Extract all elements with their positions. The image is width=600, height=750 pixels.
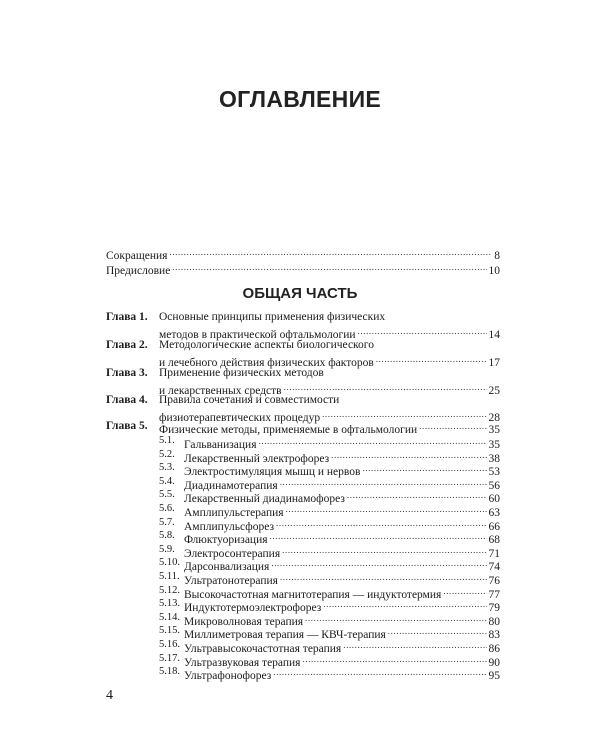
leader-dots xyxy=(271,556,486,570)
chapter-title-line1: Основные принципы применения физических xyxy=(159,311,386,323)
chapter-label: Глава 5. xyxy=(106,420,148,432)
section-title: ОБЩАЯ ЧАСТЬ xyxy=(242,285,358,302)
chapter-title-line1: Правила сочетания и совместимости xyxy=(159,394,340,406)
chapter-title: Физические методы, применяемые в офтальмологии xyxy=(159,424,418,436)
toc-entry-page: 35 xyxy=(488,439,500,451)
toc-entry-subsection[interactable] xyxy=(184,488,500,505)
subsection-title: Диадинамотерапия xyxy=(184,480,278,492)
subsection-title: Ультрафонофорез xyxy=(184,670,272,682)
toc-entry-chapter[interactable] xyxy=(159,324,500,341)
leader-dots xyxy=(305,611,486,625)
toc-entry-subsection[interactable] xyxy=(184,516,500,533)
toc-entry-page: 53 xyxy=(488,466,500,478)
leader-dots xyxy=(259,434,487,448)
chapter-title-line1: Методологические аспекты биологического xyxy=(159,339,374,351)
toc-entry-page: 71 xyxy=(488,548,500,560)
subsection-title: Микроволновая терапия xyxy=(184,616,304,628)
toc-entry-page: 56 xyxy=(488,480,500,492)
subsection-number: 5.2. xyxy=(159,449,175,460)
leader-dots xyxy=(343,638,486,652)
subsection-number: 5.11. xyxy=(159,571,180,582)
chapter-label: Глава 2. xyxy=(106,339,148,351)
toc-entry-page: 95 xyxy=(488,670,500,682)
toc-entry-chapter[interactable] xyxy=(159,419,500,436)
toc-entry-page: 8 xyxy=(494,250,500,262)
toc-entry-chapter[interactable] xyxy=(159,352,500,369)
toc-entry-subsection[interactable] xyxy=(184,475,500,492)
toc-entry-page: 66 xyxy=(488,521,500,533)
toc-entry-subsection[interactable] xyxy=(184,556,500,573)
leader-dots xyxy=(388,624,487,638)
subsection-title: Лекарственный электрофорез xyxy=(184,453,330,465)
leader-dots xyxy=(362,461,486,475)
leader-dots xyxy=(443,584,486,598)
page-number: 4 xyxy=(106,688,113,703)
toc-entry-subsection[interactable] xyxy=(184,652,500,669)
toc-entry-page: 83 xyxy=(488,629,500,641)
toc-entry-page: 28 xyxy=(488,412,500,424)
chapter-title-line2: физиотерапевтических процедур xyxy=(159,412,321,424)
subsection-number: 5.18. xyxy=(159,666,180,677)
toc-entry-page: 25 xyxy=(488,385,500,397)
subsection-number: 5.7. xyxy=(159,517,175,528)
leader-dots xyxy=(169,245,492,259)
toc-entry-subsection[interactable] xyxy=(184,434,500,451)
toc-entry-subsection[interactable] xyxy=(184,584,500,601)
toc-entry-preface[interactable] xyxy=(106,260,500,277)
toc-entry-subsection[interactable] xyxy=(184,502,500,519)
subsection-title: Ультравысокочастотная терапия xyxy=(184,643,342,655)
subsection-title: Флюктуоризация xyxy=(184,534,268,546)
leader-dots xyxy=(276,516,487,530)
chapter-title-line1: Применение физических методов xyxy=(159,367,324,379)
toc-entry-page: 86 xyxy=(488,643,500,655)
leader-dots xyxy=(284,380,487,394)
leader-dots xyxy=(273,665,486,679)
leader-dots xyxy=(358,324,487,338)
toc-entry-subsection[interactable] xyxy=(184,624,500,641)
subsection-title: Дарсонвализация xyxy=(184,561,270,573)
toc-entry-subsection[interactable] xyxy=(184,597,500,614)
toc-entry-subsection[interactable] xyxy=(184,570,500,587)
toc-entry-page: 17 xyxy=(488,357,500,369)
chapter-label: Глава 1. xyxy=(106,311,148,323)
leader-dots xyxy=(286,502,487,516)
chapter-label: Глава 4. xyxy=(106,394,148,406)
subsection-title: Ультразвуковая терапия xyxy=(184,657,301,669)
subsection-title: Электростимуляция мышц и нервов xyxy=(184,466,361,478)
subsection-number: 5.1. xyxy=(159,435,175,446)
subsection-number: 5.13. xyxy=(159,598,180,609)
subsection-title: Индуктотермоэлектрофорез xyxy=(184,602,322,614)
toc-entry-page: 74 xyxy=(488,561,500,573)
subsection-number: 5.6. xyxy=(159,503,175,514)
leader-dots xyxy=(280,570,487,584)
leader-dots xyxy=(280,475,487,489)
toc-entry-page: 14 xyxy=(488,329,500,341)
subsection-title: Электросонтерапия xyxy=(184,548,281,560)
subsection-number: 5.14. xyxy=(159,612,180,623)
toc-entry-page: 63 xyxy=(488,507,500,519)
subsection-title: Высокочастотная магнитотерапия — индуктотермия xyxy=(184,589,442,601)
toc-entry-page: 60 xyxy=(488,493,500,505)
subsection-number: 5.10. xyxy=(159,557,180,568)
chapter-label: Глава 3. xyxy=(106,367,148,379)
toc-entry-page: 90 xyxy=(488,657,500,669)
subsection-number: 5.9. xyxy=(159,544,175,555)
subsection-number: 5.17. xyxy=(159,653,180,664)
subsection-title: Лекарственный диадинамофорез xyxy=(184,493,345,505)
subsection-title: Амплипульсфорез xyxy=(184,521,274,533)
subsection-title: Миллиметровая терапия — КВЧ-терапия xyxy=(184,629,386,641)
leader-dots xyxy=(376,352,487,366)
toc-entry-subsection[interactable] xyxy=(184,529,500,546)
toc-entry-text: Предисловие xyxy=(106,265,171,277)
subsection-number: 5.4. xyxy=(159,476,175,487)
toc-entry-page: 10 xyxy=(488,265,500,277)
subsection-number: 5.3. xyxy=(159,462,175,473)
leader-dots xyxy=(331,448,486,462)
toc-entry-page: 68 xyxy=(488,534,500,546)
subsection-title: Ультратонотерапия xyxy=(184,575,278,587)
subsection-number: 5.5. xyxy=(159,489,175,500)
leader-dots xyxy=(282,543,486,557)
toc-entry-page: 76 xyxy=(488,575,500,587)
subsection-number: 5.15. xyxy=(159,625,180,636)
toc-entry-page: 79 xyxy=(488,602,500,614)
toc-entry-text: Сокращения xyxy=(106,250,168,262)
leader-dots xyxy=(323,597,486,611)
toc-entry-abbreviations[interactable] xyxy=(106,245,500,262)
subsection-title: Амплипульстерапия xyxy=(184,507,284,519)
subsection-number: 5.16. xyxy=(159,639,180,650)
toc-entry-page: 77 xyxy=(488,589,500,601)
page-title: ОГЛАВЛЕНИЕ xyxy=(218,86,382,112)
toc-entry-chapter[interactable] xyxy=(159,380,500,397)
chapter-title-line2: методов в практической офтальмологии xyxy=(159,329,356,341)
chapter-title-line2: и лечебного действия физических факторов xyxy=(159,357,374,369)
toc-entry-subsection[interactable] xyxy=(184,665,500,682)
leader-dots xyxy=(270,529,487,543)
toc-entry-subsection[interactable] xyxy=(184,543,500,560)
toc-entry-page: 35 xyxy=(488,424,500,436)
leader-dots xyxy=(302,652,486,666)
toc-entry-subsection[interactable] xyxy=(184,448,500,465)
subsection-number: 5.12. xyxy=(159,585,180,596)
leader-dots xyxy=(419,419,486,433)
toc-entry-subsection[interactable] xyxy=(184,638,500,655)
toc-entry-subsection[interactable] xyxy=(184,461,500,478)
subsection-number: 5.8. xyxy=(159,530,175,541)
leader-dots xyxy=(172,260,486,274)
toc-entry-page: 80 xyxy=(488,616,500,628)
toc-entry-page: 38 xyxy=(488,453,500,465)
leader-dots xyxy=(347,488,487,502)
subsection-title: Гальванизация xyxy=(184,439,257,451)
chapter-title-line2: и лекарственных средств xyxy=(159,385,282,397)
toc-entry-subsection[interactable] xyxy=(184,611,500,628)
